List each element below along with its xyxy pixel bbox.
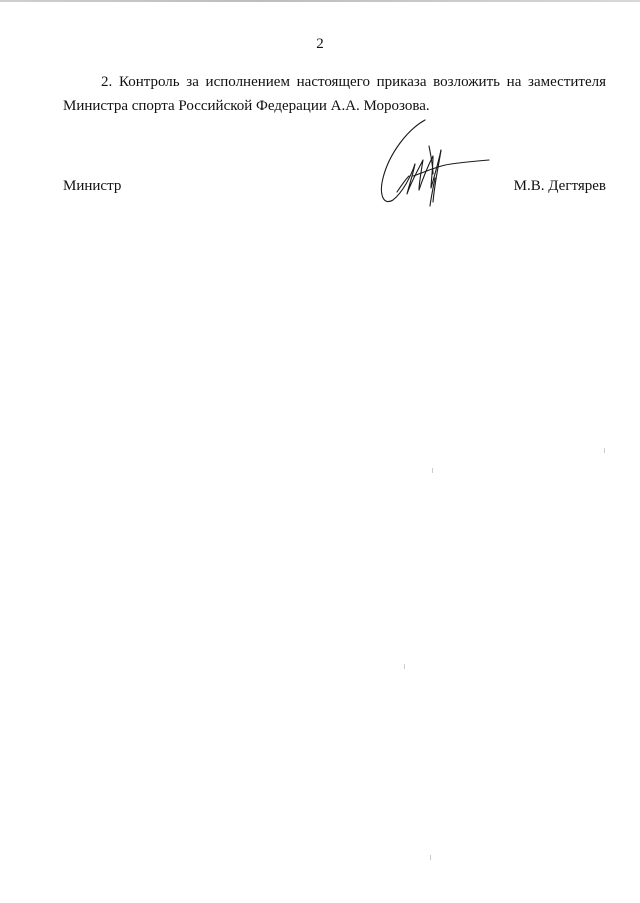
paragraph-line-1: 2. Контроль за исполнением настоящего приказа возложить на заместителя: [101, 74, 606, 90]
scan-top-edge: [0, 0, 640, 2]
paragraph-line-2: Министра спорта Российской Федерации А.А. Морозова.: [63, 98, 430, 114]
scan-speck: [404, 664, 405, 669]
order-paragraph: [63, 70, 606, 118]
scan-speck: [604, 448, 605, 453]
signer-name: М.В. Дегтярев: [513, 178, 606, 194]
page-number: 2: [316, 36, 324, 52]
scan-speck: [432, 468, 433, 473]
scan-speck: [430, 855, 431, 860]
signature-block: [63, 174, 606, 198]
signer-position: Министр: [63, 178, 122, 194]
